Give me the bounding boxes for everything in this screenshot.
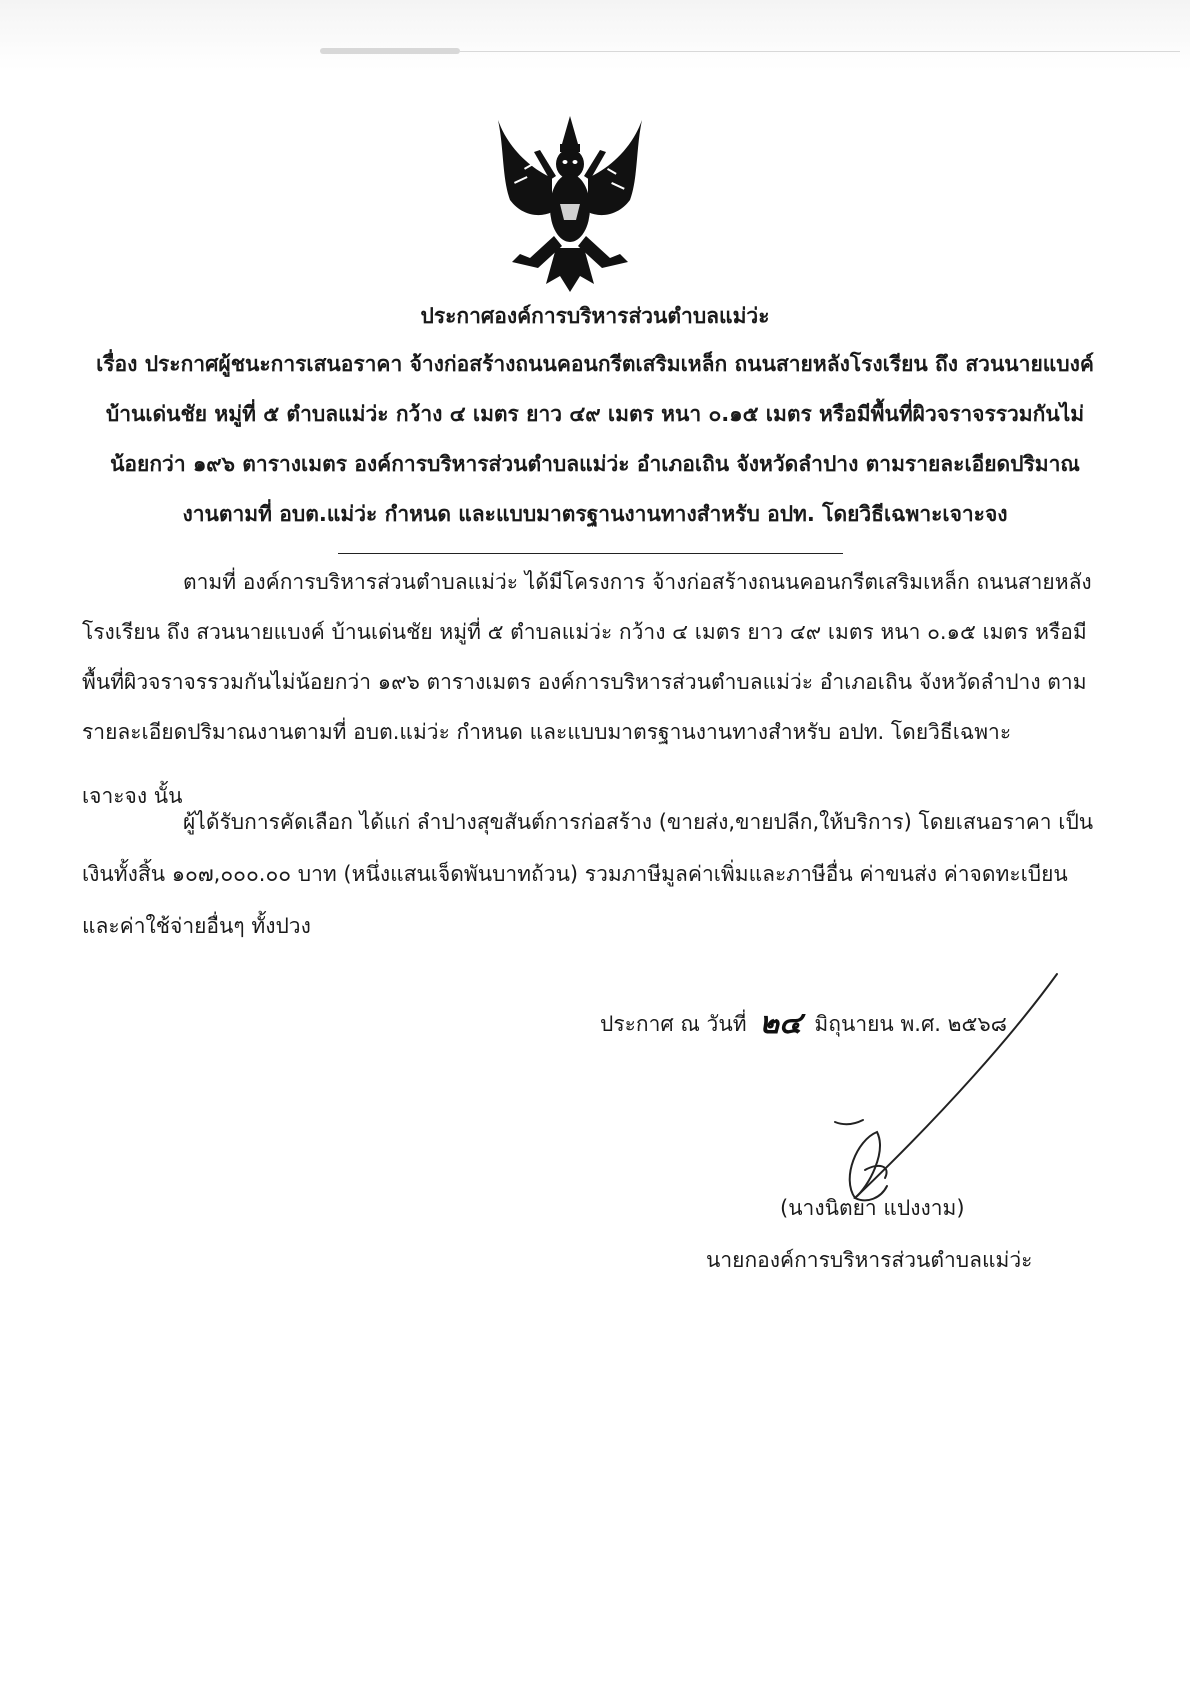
subject-line-3: น้อยกว่า ๑๙๖ ตารางเมตร องค์การบริหารส่วนตำบลแม่ว่ะ อำเภอเถิน จังหวัดลำปาง ตามรายละเอียดปริมาณ bbox=[110, 452, 1080, 476]
signatory-title: นายกองค์การบริหารส่วนตำบลแม่ว่ะ bbox=[706, 1248, 1033, 1272]
date-month-year: มิถุนายน พ.ศ. ๒๕๖๘ bbox=[814, 1012, 1007, 1036]
paragraph1-line-5: เจาะจง นั้น bbox=[82, 784, 183, 808]
date-prefix: ประกาศ ณ วันที่ bbox=[600, 1012, 747, 1036]
paragraph1-line-4: รายละเอียดปริมาณงานตามที่ อบต.แม่ว่ะ กำหนด และแบบมาตรฐานงานทางสำหรับ อปท. โดยวิธีเฉพาะ bbox=[82, 720, 1012, 744]
subject-line-1: เรื่อง ประกาศผู้ชนะการเสนอราคา จ้างก่อสร้างถนนคอนกรีตเสริมเหล็ก ถนนสายหลังโรงเรียน ถึง สวนนายแบงค์ bbox=[96, 352, 1094, 376]
paragraph2-line-1: ผู้ได้รับการคัดเลือก ได้แก่ ลำปางสุขสันต์การก่อสร้าง (ขายส่ง,ขายปลีก,ให้บริการ) โดยเสนอราคา เป็น bbox=[183, 810, 1094, 834]
paragraph1-line-1: ตามที่ องค์การบริหารส่วนตำบลแม่ว่ะ ได้มีโครงการ จ้างก่อสร้างถนนคอนกรีตเสริมเหล็ก ถนนสายหลัง bbox=[183, 570, 1092, 594]
garuda-emblem-icon bbox=[490, 108, 650, 298]
paragraph1-line-3: พื้นที่ผิวจราจรรวมกันไม่น้อยกว่า ๑๙๖ ตารางเมตร องค์การบริหารส่วนตำบลแม่ว่ะ อำเภอเถิน จังหวัดลำปาง ตาม bbox=[82, 670, 1087, 694]
paragraph1-line-2: โรงเรียน ถึง สวนนายแบงค์ บ้านเด่นชัย หมู่ที่ ๕ ตำบลแม่ว่ะ กว้าง ๔ เมตร ยาว ๔๙ เมตร หนา ๐.๑๕ เมตร หรือมี bbox=[82, 620, 1087, 644]
announcement-org-heading: ประกาศองค์การบริหารส่วนตำบลแม่ว่ะ bbox=[420, 304, 770, 328]
heading-divider bbox=[338, 553, 843, 554]
subject-line-4: งานตามที่ อบต.แม่ว่ะ กำหนด และแบบมาตรฐานงานทางสำหรับ อปท. โดยวิธีเฉพาะเจาะจง bbox=[182, 502, 1008, 526]
signatory-name: (นางนิตยา แปงงาม) bbox=[780, 1196, 965, 1220]
date-day: ๒๔ bbox=[759, 1006, 802, 1041]
scan-edge-line bbox=[460, 51, 1180, 52]
subject-line-2: บ้านเด่นชัย หมู่ที่ ๕ ตำบลแม่ว่ะ กว้าง ๔ เมตร ยาว ๔๙ เมตร หนา ๐.๑๕ เมตร หรือมีพื้นที่ผิวจราจรรวมกันไม่ bbox=[105, 402, 1085, 426]
scan-shadow bbox=[0, 0, 1190, 70]
paragraph2-line-2: เงินทั้งสิ้น ๑๐๗,๐๐๐.๐๐ บาท (หนึ่งแสนเจ็ดพันบาทถ้วน) รวมภาษีมูลค่าเพิ่มและภาษีอื่น ค่าขนส่ง ค่าจดทะเบียน bbox=[82, 862, 1068, 886]
paragraph2-line-3: และค่าใช้จ่ายอื่นๆ ทั้งปวง bbox=[82, 914, 311, 938]
scan-smudge bbox=[320, 48, 460, 54]
